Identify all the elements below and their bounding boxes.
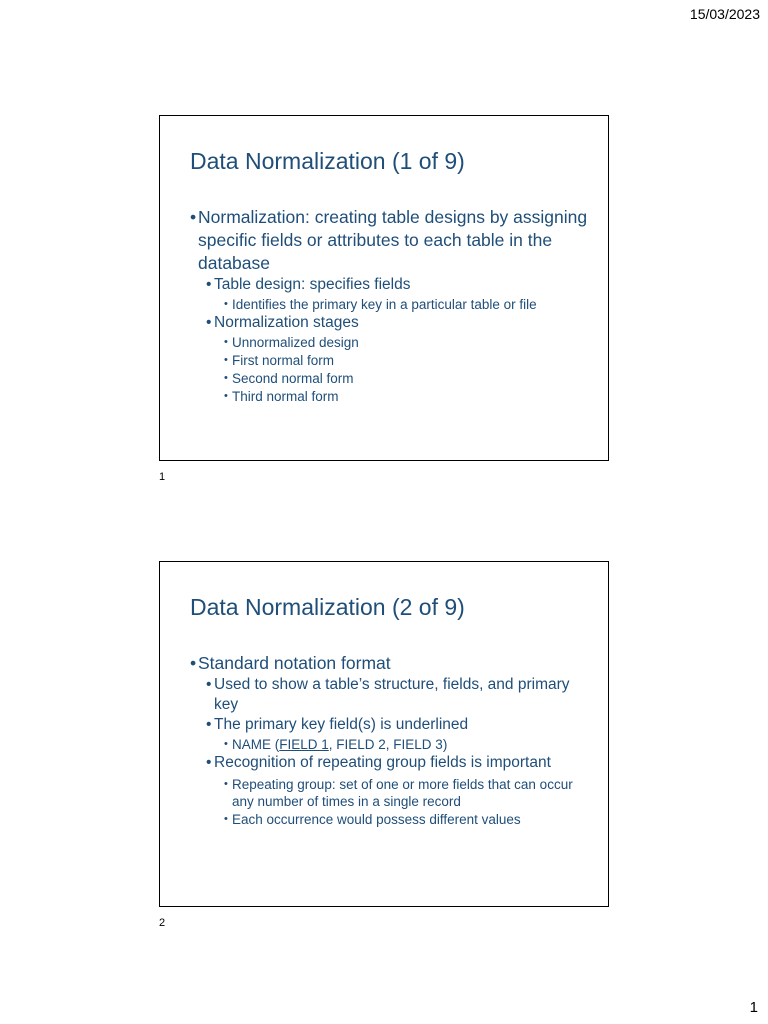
bullet-icon: •	[224, 336, 228, 348]
bullet-level-1: • Normalization: creating table designs by assigning specific fields or attributes to each table in the database	[190, 207, 588, 273]
slide-body	[188, 652, 590, 828]
bullet-icon: •	[206, 716, 212, 733]
bullet-icon: •	[224, 298, 228, 310]
slide-number: 2	[159, 917, 166, 929]
bullet-icon: •	[224, 372, 228, 384]
bullet-icon: •	[224, 354, 228, 366]
bullet-level-2: • Used to show a table’s structure, fields, and primary key	[206, 676, 570, 713]
bullet-icon: •	[206, 276, 212, 293]
bullet-level-2: • Table design: specifies fields	[206, 276, 411, 293]
page-number: 1	[749, 999, 758, 1016]
bullet-icon: •	[224, 813, 228, 825]
bullet-level-3: • Each occurrence would possess different values	[224, 812, 521, 827]
slide-number: 1	[159, 471, 166, 483]
bullet-icon: •	[190, 207, 197, 227]
bullet-level-1: • Standard notation format	[190, 653, 391, 673]
bullet-level-3: • First normal form	[224, 353, 335, 368]
bullet-level-2: • Normalization stages	[206, 314, 359, 331]
bullet-level-3: • Third normal form	[224, 389, 339, 404]
slide-1	[159, 115, 609, 461]
bullet-level-3: • Repeating group: set of one or more fields that can occur any number of times in a single record	[224, 777, 573, 809]
bullet-icon: •	[206, 314, 212, 331]
bullet-level-3: • Unnormalized design	[224, 335, 359, 350]
bullet-level-3	[224, 736, 590, 753]
slide-title: Data Normalization (1 of 9)	[190, 148, 465, 174]
bullet-level-3: • Second normal form	[224, 371, 354, 386]
print-date: 15/03/2023	[689, 6, 760, 22]
notation-example: NAME (FIELD 1, FIELD 2, FIELD 3)	[232, 737, 448, 752]
bullet-icon: •	[224, 390, 228, 402]
bullet-icon: •	[224, 738, 228, 750]
slide-title: Data Normalization (2 of 9)	[190, 594, 465, 620]
bullet-icon: •	[206, 754, 212, 771]
bullet-icon: •	[190, 653, 197, 673]
bullet-level-2: • The primary key field(s) is underlined	[206, 716, 469, 733]
slide-body	[188, 206, 590, 405]
bullet-level-2: • Recognition of repeating group fields is important	[206, 754, 551, 771]
bullet-level-3: • Identifies the primary key in a particular table or file	[224, 297, 537, 312]
primary-key-underlined: FIELD 1	[279, 737, 329, 752]
slide-2	[159, 561, 609, 907]
bullet-icon: •	[206, 676, 212, 693]
bullet-icon: •	[224, 778, 228, 790]
